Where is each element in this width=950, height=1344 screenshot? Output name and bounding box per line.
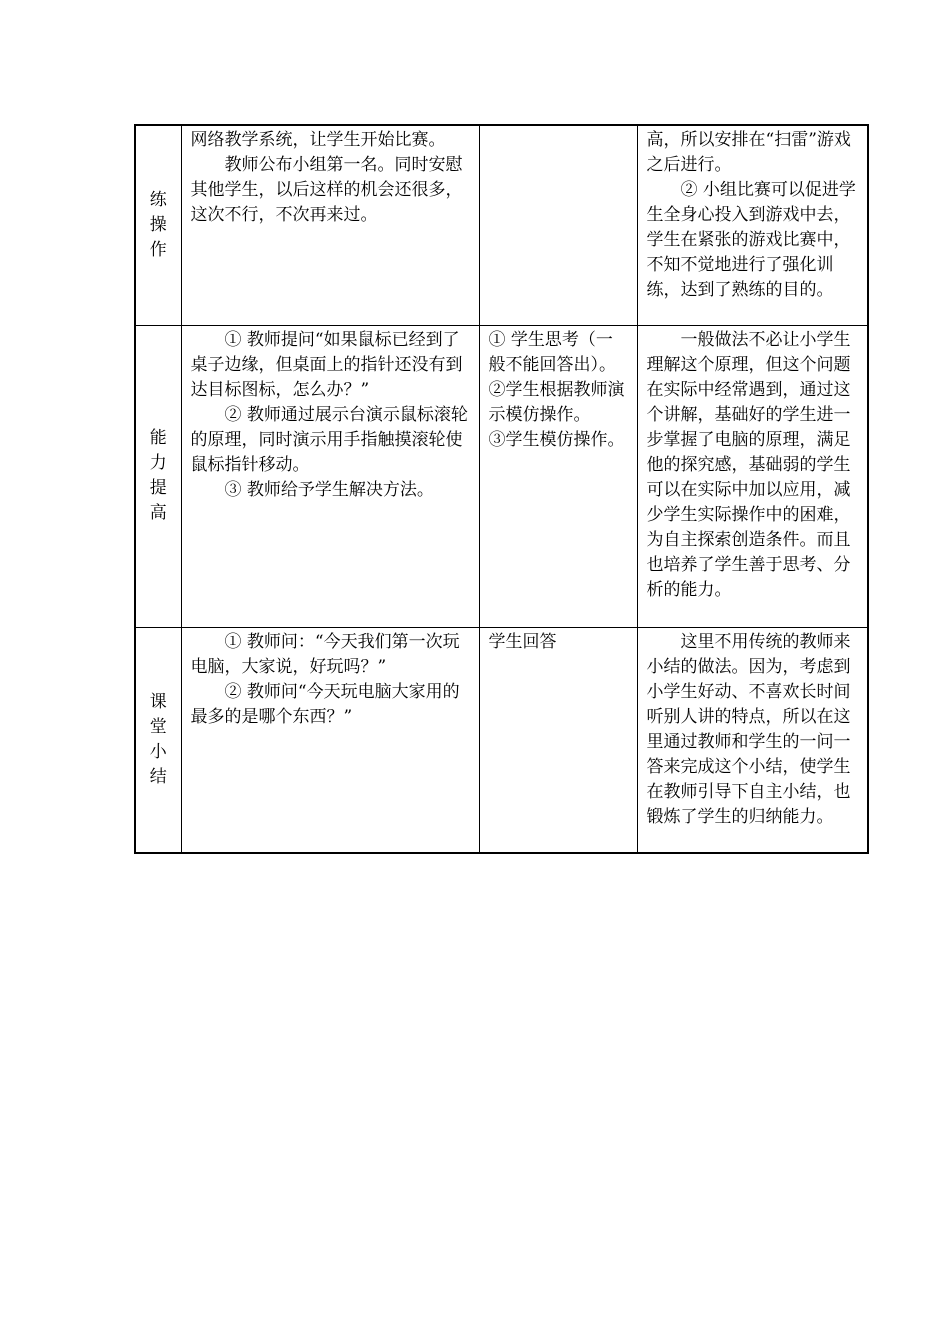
table-row xyxy=(135,325,868,627)
design-intent-text: 这里不用传统的教师来小结的做法。因为，考虑到小学生好动、不喜欢长时间听别人讲的特点，所以在这里通过教师和学生的一问一答来完成这个小结，使学生在教师引导下自主小结，也锻炼了学生的归纳能力。 xyxy=(646,631,851,827)
student-activity-cell xyxy=(479,325,637,627)
design-intent-text: 一般做法不必让小学生理解这个原理，但这个问题在实际中经常遇到，通过这个讲解，基础好的学生进一步掌握了电脑的原理，满足他的探究感，基础弱的学生可以在实际中加以应用，减少学生实际操作中的困难，为自主探索创造条件。而且也培养了学生善于思考、分析的能力。 xyxy=(646,329,851,600)
table-row xyxy=(135,627,868,853)
teacher-activity-text: ② 教师问“今天玩电脑大家用的最多的是哪个东西？” xyxy=(190,681,460,727)
teacher-activity-text: 网络教学系统，让学生开始比赛。 xyxy=(190,130,446,150)
teacher-activity-cell xyxy=(181,627,479,853)
teacher-activity-cell xyxy=(181,325,479,627)
teacher-activity-text: ② 教师通过展示台演示鼠标滚轮的原理，同时演示用手指触摸滚轮使鼠标指针移动。 xyxy=(190,404,468,475)
phase-label: 练操作 xyxy=(149,189,167,260)
phase-label: 能力提高 xyxy=(149,428,167,523)
phase-cell xyxy=(135,125,181,325)
student-activity-text: 学生回答 xyxy=(488,631,557,652)
teacher-activity-text: ③ 教师给予学生解决方法。 xyxy=(224,479,434,500)
design-intent-cell xyxy=(637,125,868,325)
lesson-plan-table xyxy=(134,124,869,854)
student-activity-text: ① 学生思考（一般不能回答出）。 xyxy=(488,329,616,375)
design-intent-text: ② 小组比赛可以促进学生全身心投入到游戏中去，学生在紧张的游戏比赛中，不知不觉地进行了强化训练，达到了熟练的目的。 xyxy=(646,180,856,300)
student-activity-text: ③学生模仿操作。 xyxy=(488,429,625,450)
phase-label: 课堂小结 xyxy=(149,691,167,787)
design-intent-cell xyxy=(637,627,868,853)
phase-cell xyxy=(135,627,181,853)
student-activity-cell xyxy=(479,627,637,853)
phase-cell xyxy=(135,325,181,627)
design-intent-cell xyxy=(637,325,868,627)
student-activity-cell xyxy=(479,125,637,325)
teacher-activity-cell xyxy=(181,125,479,325)
student-activity-text: ②学生根据教师演示模仿操作。 xyxy=(488,379,625,425)
teacher-activity-text: 教师公布小组第一名。同时安慰其他学生，以后这样的机会还很多，这次不行，不次再来过。 xyxy=(190,155,463,225)
teacher-activity-text: ① 教师提问“如果鼠标已经到了桌子边缘，但桌面上的指针还没有到达目标图标，怎么办？” xyxy=(190,329,463,400)
design-intent-text: 高，所以安排在“扫雷”游戏之后进行。 xyxy=(646,130,851,175)
teacher-activity-text: ① 教师问：“今天我们第一次玩电脑，大家说，好玩吗？” xyxy=(190,631,460,677)
table-row xyxy=(135,125,868,325)
